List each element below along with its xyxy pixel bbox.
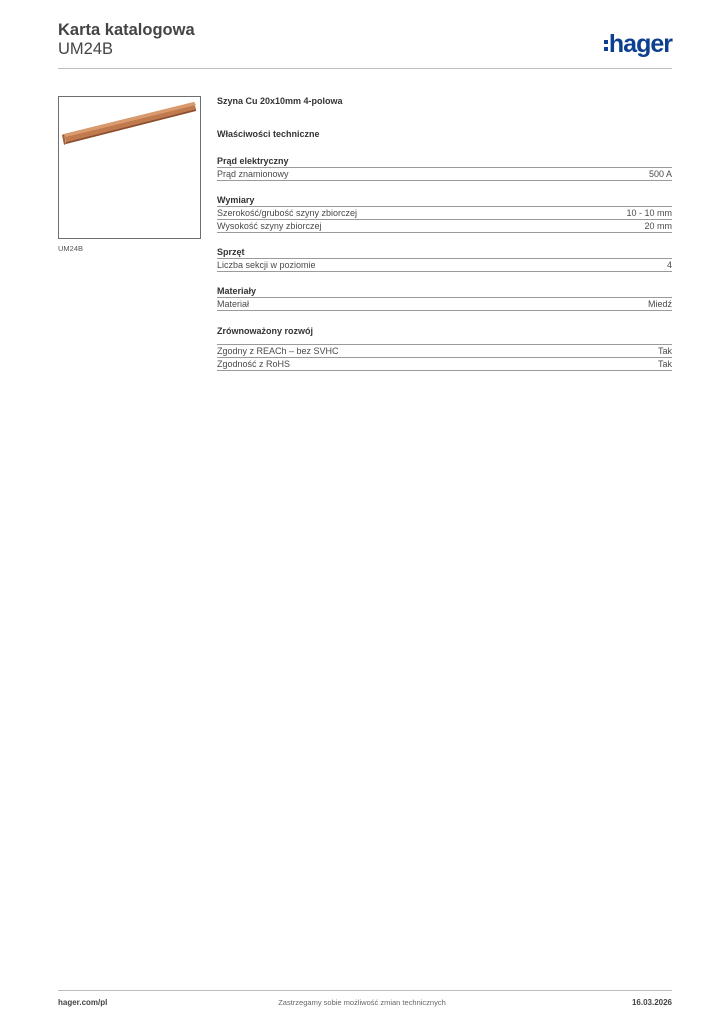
logo-text: hager xyxy=(608,29,672,58)
footer-website-link[interactable]: hager.com/pl xyxy=(58,998,108,1007)
group-title: Prąd elektryczny xyxy=(217,156,289,166)
spec-value: 20 mm xyxy=(644,221,672,231)
spec-row xyxy=(217,357,672,371)
group-title: Wymiary xyxy=(217,195,255,205)
spec-row xyxy=(217,258,672,272)
spec-value: 10 - 10 mm xyxy=(626,208,672,218)
group-materials xyxy=(217,285,672,311)
footer-divider xyxy=(58,990,672,991)
spec-label: Zgodność z RoHS xyxy=(217,359,291,369)
group-title: Zrównoważony rozwój xyxy=(217,326,313,336)
header-divider xyxy=(58,68,672,69)
group-title: Sprzęt xyxy=(217,247,245,257)
product-image-frame xyxy=(58,96,201,239)
spec-row xyxy=(217,344,672,357)
group-hardware xyxy=(217,246,672,272)
hager-logo xyxy=(604,29,672,59)
spec-label: Liczba sekcji w poziomie xyxy=(217,260,316,270)
copper-busbar-image xyxy=(59,97,200,238)
group-title: Materiały xyxy=(217,286,257,296)
spec-label: Zgodny z REACh – bez SVHC xyxy=(217,346,339,356)
technical-properties-title: Właściwości techniczne xyxy=(217,129,320,139)
group-electrical-current xyxy=(217,155,672,181)
spec-row xyxy=(217,297,672,311)
group-dimensions xyxy=(217,194,672,233)
spec-value: 4 xyxy=(666,260,672,270)
footer-date: 16.03.2026 xyxy=(631,998,672,1007)
image-caption: UM24B xyxy=(58,244,84,253)
spec-value: Tak xyxy=(657,346,672,356)
document-title: Karta katalogowa xyxy=(58,21,195,39)
spec-label: Wysokość szyny zbiorczej xyxy=(217,221,322,231)
product-name: Szyna Cu 20x10mm 4-polowa xyxy=(217,96,343,106)
page-header xyxy=(58,20,672,70)
spec-value: 500 A xyxy=(648,169,672,179)
spec-row xyxy=(217,219,672,233)
spec-label: Szerokość/grubość szyny zbiorczej xyxy=(217,208,358,218)
spec-label: Materiał xyxy=(217,299,250,309)
spec-value: Tak xyxy=(657,359,672,369)
logo-dots-icon xyxy=(604,40,608,51)
spec-row xyxy=(217,206,672,219)
spec-label: Prąd znamionowy xyxy=(217,169,289,179)
spec-value: Miedź xyxy=(647,299,672,309)
footer-disclaimer: Zastrzegamy sobie możliwość zmian technicznych xyxy=(278,998,446,1007)
group-sustainability xyxy=(217,325,672,371)
spec-row xyxy=(217,167,672,181)
product-code: UM24B xyxy=(58,40,114,58)
